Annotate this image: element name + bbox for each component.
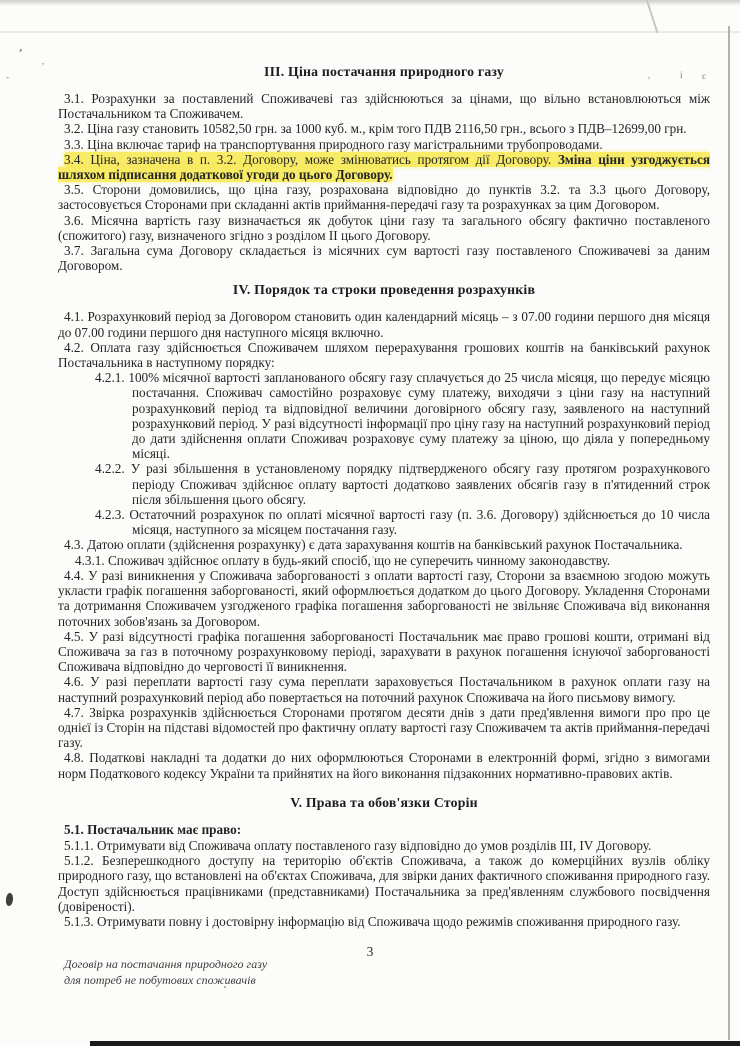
clause-text: У разі виникнення у Споживача заборгованості з оплати вартості газу, Сторони за взаємною згодою можуть укласти графік погашення заборгованості, який оформлюється додатком до цього Договору. Укладення Сторонами та дотримання Споживачем узгодженого графіка погашення заборгованості не звільняє Споживача від виконання поточних зобов'язань за Договором. [58, 567, 710, 629]
clause-text: Розрахунковий період за Договором становить один календарний місяць – з 07.00 години першого дня місяця до 07.00 години першого дня наступного місяця включно. [58, 309, 711, 340]
clause-number: 4.5. [64, 628, 84, 644]
clause-number: 4.3. [64, 537, 84, 553]
clause-text: Отримувати повну і достовірну інформацію від Споживача щодо режимів споживання природного газу. [96, 913, 681, 929]
clause-number: 4.7. [64, 704, 84, 720]
clause-text: Остаточний розрахунок по оплаті місячної вартості газу (п. 3.6. Договору) здійснюється до 10 числа місяця, наступного за місяцем постачання газу. [129, 507, 711, 538]
ink-speck: , [648, 70, 651, 80]
ink-speck: - [6, 72, 9, 82]
clause-3-2 [58, 121, 710, 136]
section-v-heading: V. Права та обов'язки Сторін [290, 794, 478, 810]
clause-number: 4.2.2. [95, 461, 125, 477]
contract-page [58, 64, 710, 929]
ink-speck: ’ [16, 45, 24, 61]
clause-text: Постачальник має право: [87, 821, 242, 837]
clause-number: 3.4. [64, 151, 84, 167]
clause-number: 3.7. [64, 243, 84, 259]
clause-number: 3.2. [64, 121, 84, 137]
ink-speck: , [42, 56, 45, 66]
clause-4-6 [58, 674, 710, 704]
clause-number: 4.4. [64, 567, 84, 583]
clause-4-3-1 [58, 553, 710, 568]
clause-text: Звірка розрахунків здійснюється Сторонами протягом десяти днів з дати пред'явлення вимоги про про це однієї із Сторін на підставі відомостей про фактичну оплату вартості газу Споживачем та актів приймання-передачі газу. [58, 704, 711, 751]
ink-blot [5, 893, 14, 907]
clause-text: У разі збільшення в установленому порядку підтвердженого обсягу газу протягом розрахункового періоду Споживач здійснює оплату вартості додатково заявлених обсягів газу в п'ятиденний строк після збільшення цього обсягу. [130, 461, 710, 507]
clause-3-7 [58, 243, 710, 273]
clause-number: 4.6. [64, 674, 84, 690]
footer-line-1: Договір на постачання природного газу [64, 957, 268, 971]
scan-top-shadow [0, 0, 740, 6]
clause-4-4 [58, 568, 710, 629]
ink-speck: є [702, 71, 706, 81]
clause-number: 4.8. [64, 750, 84, 766]
clause-text: Ціна, зазначена в п. 3.2. Договору, може змінюватись протягом дії Договору. [90, 151, 552, 167]
yellow-highlight [58, 152, 710, 182]
clause-3-5 [58, 182, 710, 212]
clause-text: Отримувати від Споживача оплату поставленого газу відповідно до умов розділів ІІІ, IV Договору. [96, 837, 652, 853]
clause-text: Ціна газу становить 10582,50 грн. за 1000 куб. м., крім того ПДВ 2116,50 грн., всього з ПДВ–12699,00 грн. [87, 121, 687, 137]
scan-bottom-edge [90, 1041, 740, 1046]
clause-text: Ціна включає тариф на транспортування природного газу магістральними трубопроводами. [87, 136, 603, 152]
clause-4-2 [58, 340, 710, 370]
clause-number: 4.2. [64, 339, 84, 355]
clause-text: Розрахунки за поставлений Споживачеві газ здійснюються за цінами, що вільно встановлюються між Постачальником та Споживачем. [58, 91, 710, 122]
clause-4-7 [58, 705, 710, 751]
page-number: 3 [366, 944, 374, 959]
clause-5-1-2 [58, 853, 710, 914]
scan-fold-line [0, 31, 740, 33]
clause-text: Сторони домовились, що ціна газу, розрахована відповідно до пунктів 3.2. та 3.3 цього Договору, застосовується Сторонами при складанні актів приймання-передачі газу та розрахунках за цим Договором. [58, 182, 710, 213]
clause-5-1 [58, 822, 710, 837]
clause-number: 4.3.1. [75, 552, 105, 568]
clause-4-2-3 [58, 507, 710, 537]
clause-4-1 [58, 309, 710, 339]
clause-text: Загальна сума Договору складається із місячних сум вартості газу поставленого Споживачеві за даним Договором. [58, 243, 711, 274]
clause-number: 5.1.2. [64, 853, 94, 869]
clause-number: 3.5. [64, 182, 84, 198]
scan-corner-crease [644, 0, 659, 33]
clause-number: 4.1. [64, 309, 84, 325]
clause-3-6 [58, 213, 710, 243]
clause-number: 4.2.1. [95, 370, 125, 386]
clause-4-3 [58, 537, 710, 552]
clause-number: 4.2.3. [95, 507, 125, 523]
clause-3-3 [58, 137, 710, 152]
document-footer [64, 957, 267, 988]
clause-number: 5.1. [64, 821, 84, 837]
ink-speck: і [680, 70, 683, 80]
clause-text: У разі відсутності графіка погашення заборгованості Постачальник має право грошові кошти, отримані від Споживача за газ в поточному розрахунковому періоді, зарахувати в рахунок погашення існуючої заборгованості Споживача відповідно до черговості її виникнення. [58, 628, 710, 675]
clause-4-2-2 [58, 461, 710, 507]
clause-4-8 [58, 750, 710, 780]
clause-4-2-1 [58, 370, 710, 461]
clause-4-5 [58, 629, 710, 675]
scan-page-edge [728, 26, 730, 1040]
footer-line-2: для потреб не побутових споживачів [64, 972, 256, 987]
section-iv-heading: IV. Порядок та строки проведення розрахунків [232, 282, 536, 298]
clause-number: 5.1.1. [64, 837, 94, 853]
clause-text: Оплата газу здійснюється Споживачем шляхом перерахування грошових коштів на банківський рахунок Постачальника в наступному порядку: [58, 339, 711, 371]
clause-3-1 [58, 91, 710, 121]
clause-number: 3.6. [64, 212, 84, 228]
clause-text: У разі переплати вартості газу сума переплати зараховується Постачальником в рахунок оплати газу на наступний розрахунковий період або повертається на поточний рахунок Споживача на його письмову вимогу. [58, 674, 711, 705]
clause-5-1-3 [58, 914, 710, 929]
clause-text: Споживач здійснює оплату в будь-який спосіб, що не суперечить чинному законодавству. [107, 552, 611, 568]
clause-text: Безперешкодного доступу на територію об'єктів Споживача, а також до комерційних вузлів обліку природного газу, що встановлені на об'єктах Споживача, для звірки даних фактичного споживання природного газу. Доступ здійснюється працівниками (представниками) Постачальника за пред'явленням службового посвідчення (довіреності). [58, 853, 710, 914]
clause-text: Місячна вартість газу визначається як добуток ціни газу та загального обсягу фактично поставленого (спожитого) газу, визначеного згідно з розділом ІІ цього Договору. [58, 212, 710, 243]
clause-3-4-highlighted [58, 152, 710, 182]
clause-text: 100% місячної вартості запланованого обсягу газу сплачується до 25 числа місяця, що передує місяцю постачання. Споживач самостійно розраховує суму платежу, виходячи з ціни газу на наступний розрахунковий період та відповідної величини договірного обсягу газу, заявленого на наступний розрахунковий період. У разі відсутності інформації про ціну газу на наступний розрахунковий період до дати здійснення оплати Споживач розраховує суму платежу за ціною, що діяла у попередньому місяці. [128, 370, 711, 462]
clause-text: Податкові накладні та додатки до них оформлюються Сторонами в електронній формі, згідно з вимогами норм Податкового кодексу України та прийнятих на його виконання підзаконних нормативно-правових актів. [58, 750, 710, 781]
clause-text: Датою оплати (здійснення розрахунку) є дата зарахування коштів на банківський рахунок Постачальника. [87, 537, 683, 553]
clause-5-1-1 [58, 838, 710, 853]
clause-text-bold: Зміна ціни узгоджується шляхом підписання додаткової угоди до цього Договору. [58, 151, 710, 183]
section-iii-heading: ІІІ. Ціна постачання природного газу [264, 64, 504, 79]
clause-number: 3.3. [64, 136, 84, 152]
clause-number: 5.1.3. [64, 913, 94, 929]
clause-number: 3.1. [64, 91, 84, 106]
